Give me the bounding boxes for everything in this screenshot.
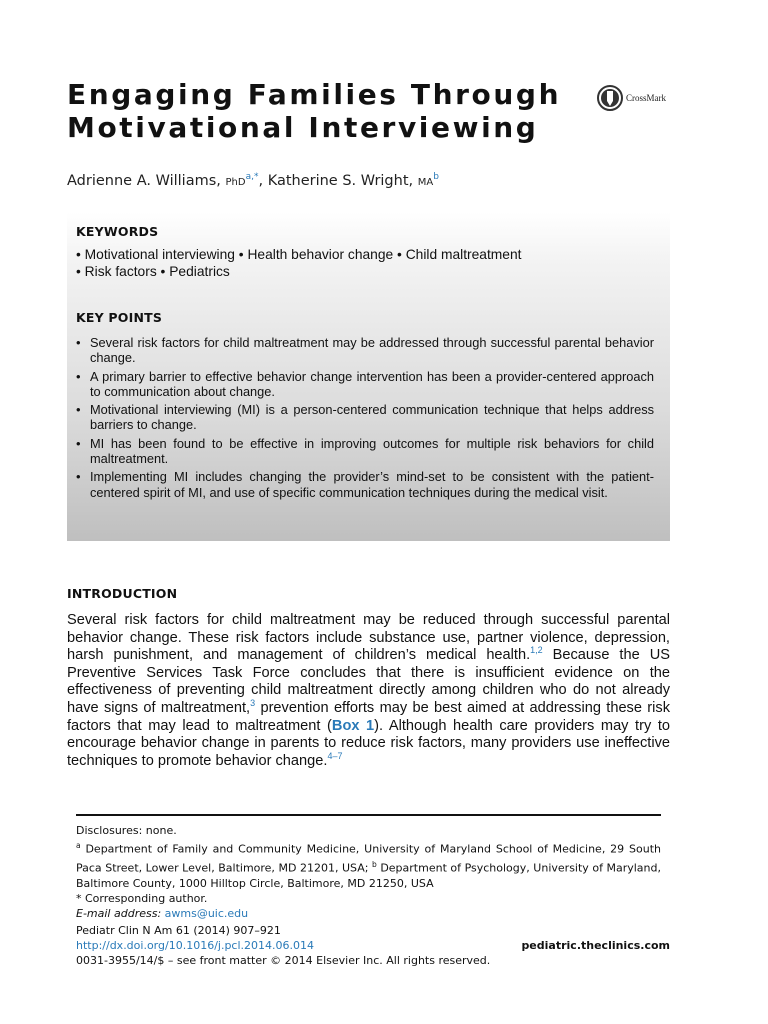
- key-points-list: [76, 335, 654, 503]
- doi-link[interactable]: http://dx.doi.org/10.1016/j.pcl.2014.06.014: [76, 939, 315, 953]
- keywords-line-2: • Risk factors • Pediatrics: [76, 264, 230, 279]
- introduction-heading: INTRODUCTION: [67, 586, 178, 601]
- keywords-line-1: • Motivational interviewing • Health behavior change • Child maltreatment: [76, 247, 522, 262]
- crossmark-label: CrossMark: [626, 93, 666, 103]
- journal-website[interactable]: pediatric.theclinics.com: [521, 939, 670, 953]
- journal-info: [76, 923, 670, 969]
- keywords-heading: KEYWORDS: [76, 224, 159, 239]
- citation-ref-4-7[interactable]: 4–7: [327, 750, 343, 761]
- key-point-item: • Several risk factors for child maltreatment may be addressed through successful parental behavior change.: [76, 335, 654, 366]
- introduction-paragraph: Several risk factors for child maltreatment may be reduced through successful parental behavior change. These risk factors include substance use, partner violence, depression, harsh punishment, and management of children’s medical health.$^{1,2}$ Because the US Preventive Services Task Force concludes that there is insufficient evidence on the effectiveness of preventing child maltreatment directly among children who do not already have signs of maltreatment,$^3$ prevention efforts may be best aimed at addressing these risk factors that may lead to maltreatment (Box 1). Although health care providers may try to encourage behavior change in parents to reduce risk factors, many providers use ineffective techniques to promote behavior change.$^{4-7}$: [67, 612, 670, 769]
- author-2-degree: MA: [417, 176, 434, 188]
- journal-citation: Pediatr Clin N Am 61 (2014) 907–921: [76, 924, 281, 937]
- author-2-affiliation-mark[interactable]: b: [433, 172, 439, 182]
- title-line-2: Motivational Interviewing: [67, 111, 539, 144]
- crossmark-badge[interactable]: [597, 85, 666, 111]
- author-1-affiliation-marks[interactable]: a,*: [245, 172, 259, 182]
- footnote-divider: [76, 814, 661, 816]
- disclosures-note: Disclosures: none.: [76, 824, 177, 837]
- author-2-name: Katherine S. Wright,: [267, 172, 418, 189]
- key-points-heading: KEY POINTS: [76, 310, 163, 325]
- author-1-name: Adrienne A. Williams,: [67, 172, 226, 189]
- affiliations-note: $^a$ Department of Family and Community Medicine, University of Maryland School of Medicine, 29 South Paca Street, Lower Level, Baltimore, MD 21201, USA; $^b$ Department of Psychology, University of Maryland, Baltimore County, 1000 Hilltop Circle, Baltimore, MD 21250, USA: [76, 841, 661, 890]
- key-point-item: • Implementing MI includes changing the provider’s mind-set to be consistent with the patient-centered spirit of MI, and use of specific communication techniques during the medical visit.: [76, 469, 654, 500]
- key-point-item: • A primary barrier to effective behavior change intervention has been a provider-centered approach to communication about change.: [76, 369, 654, 400]
- author-list: [67, 172, 439, 189]
- email-link[interactable]: awms@uic.edu: [164, 907, 249, 921]
- crossmark-icon: [597, 85, 623, 111]
- footnotes: [76, 823, 661, 922]
- citation-ref-3[interactable]: 3: [250, 698, 256, 709]
- email-note: E-mail address: awms@uic.edu: [76, 907, 249, 921]
- citation-ref-1-2[interactable]: 1,2: [530, 645, 543, 656]
- key-point-item: • Motivational interviewing (MI) is a person-centered communication technique that helps address barriers to change.: [76, 402, 654, 433]
- author-separator: ,: [258, 172, 268, 189]
- key-point-item: • MI has been found to be effective in improving outcomes for multiple risk behaviors for child maltreatment.: [76, 436, 654, 467]
- corresponding-author-note: * Corresponding author.: [76, 892, 208, 906]
- title-line-1: Engaging Families Through: [67, 78, 562, 111]
- copyright-line: 0031-3955/14/$ – see front matter © 2014 Elsevier Inc. All rights reserved.: [76, 954, 491, 968]
- article-title: [67, 78, 567, 144]
- box-1-link[interactable]: Box 1: [331, 717, 375, 734]
- author-1-degree: PhD: [225, 176, 246, 188]
